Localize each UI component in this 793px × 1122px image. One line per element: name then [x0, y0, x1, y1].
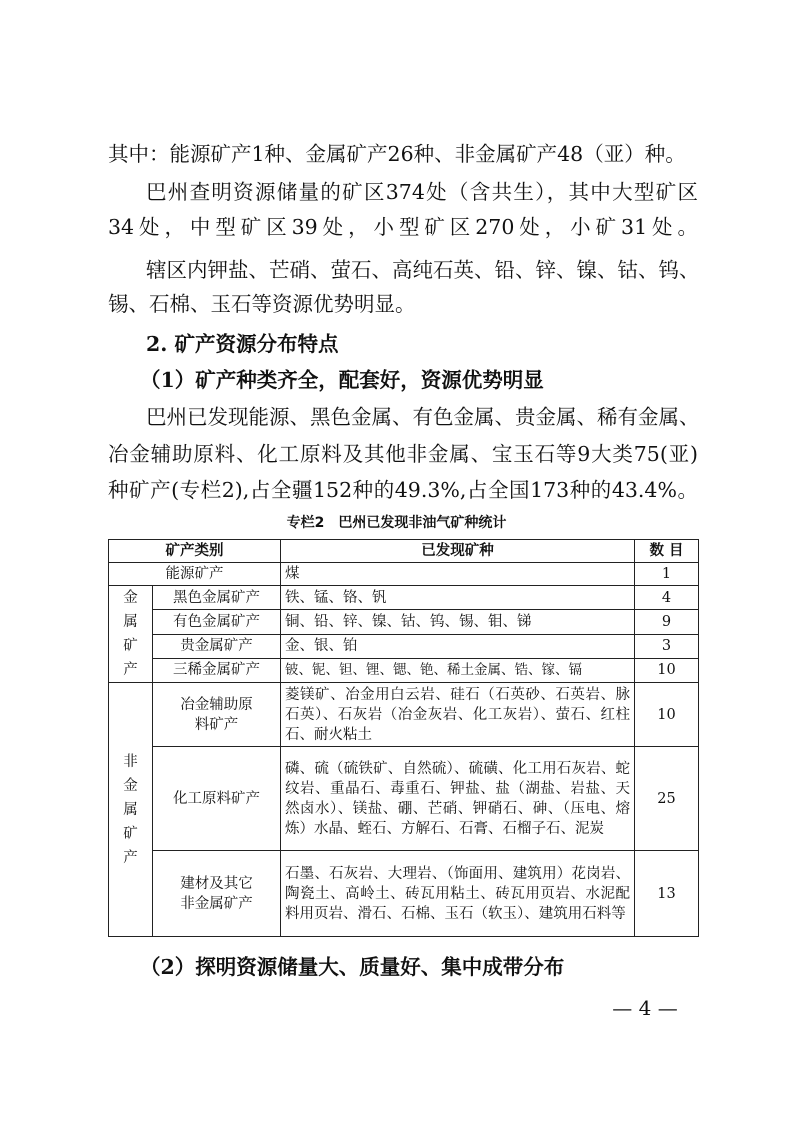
- subsection-heading: （2）探明资源储量大、质量好、集中成带分布: [140, 955, 565, 979]
- row-label: 建材及其它非金属矿产: [153, 851, 281, 937]
- table-row: [109, 634, 699, 658]
- section-heading: 2. 矿产资源分布特点: [146, 332, 339, 356]
- subsection-heading: （1）矿产种类齐全，配套好，资源优势明显: [140, 368, 544, 392]
- row-list: 菱镁矿、冶金用白云岩、硅石（石英砂、石英岩、脉石英）、石灰岩（冶金灰岩、化工灰岩）、萤石、红柱石、耐火粘土: [281, 683, 635, 747]
- row-list: 金、银、铂: [281, 634, 635, 658]
- table-row: [109, 658, 699, 682]
- row-count: 4: [635, 586, 699, 610]
- row-list: 铍、铌、钽、锂、锶、铯、稀土金属、锆、镓、镉: [281, 658, 635, 682]
- energy-count: 1: [635, 563, 699, 586]
- paragraph-line: 巴州查明资源储量的矿区374处（含共生），其中大型矿区: [146, 180, 698, 204]
- page-number: — 4 —: [612, 996, 678, 1020]
- table-row: [109, 683, 699, 747]
- row-count: 13: [635, 851, 699, 937]
- paragraph-line: 34处，中型矿区39处，小型矿区270处，小矿31处。: [108, 215, 698, 239]
- nonmetal-group-label: 非金属矿产: [109, 683, 153, 937]
- header-count: 数 目: [635, 540, 699, 563]
- row-count: 10: [635, 683, 699, 747]
- row-count: 10: [635, 658, 699, 682]
- paragraph-line: 巴州已发现能源、黑色金属、有色金属、贵金属、稀有金属、: [146, 405, 700, 429]
- row-label: 三稀金属矿产: [153, 658, 281, 682]
- table-header-row: [109, 540, 699, 563]
- energy-label: 能源矿产: [109, 563, 281, 586]
- table-row: [109, 747, 699, 851]
- row-list: 磷、硫（硫铁矿、自然硫）、硫磺、化工用石灰岩、蛇纹岩、重晶石、毒重石、钾盐、盐（湖盐、岩盐、天然卤水）、镁盐、硼、芒硝、钾硝石、砷、（压电、熔炼）水晶、蛭石、方解石、石膏、石榴子石、泥炭: [281, 747, 635, 851]
- table-caption: 专栏2 巴州已发现非油气矿种统计: [286, 515, 507, 531]
- table-row: [109, 851, 699, 937]
- mineral-table: [108, 539, 699, 937]
- row-label: 化工原料矿产: [153, 747, 281, 851]
- table-row: [109, 586, 699, 610]
- energy-list: 煤: [281, 563, 635, 586]
- paragraph-line: 种矿产(专栏2),占全疆152种的49.3%,占全国173种的43.4%。: [108, 478, 698, 502]
- table-row: [109, 563, 699, 586]
- table-row: [109, 610, 699, 634]
- row-list: 铁、锰、铬、钒: [281, 586, 635, 610]
- paragraph-line: 冶金辅助原料、化工原料及其他非金属、宝玉石等9大类75(亚): [108, 442, 698, 466]
- paragraph-line: 锡、石棉、玉石等资源优势明显。: [108, 292, 416, 316]
- row-label: 冶金辅助原料矿产: [153, 683, 281, 747]
- row-count: 25: [635, 747, 699, 851]
- row-label: 有色金属矿产: [153, 610, 281, 634]
- header-found: 已发现矿种: [281, 540, 635, 563]
- row-label: 贵金属矿产: [153, 634, 281, 658]
- row-count: 3: [635, 634, 699, 658]
- row-label: 黑色金属矿产: [153, 586, 281, 610]
- metal-group-label: 金属矿产: [109, 586, 153, 683]
- paragraph-line: 辖区内钾盐、芒硝、萤石、高纯石英、铅、锌、镍、钴、钨、: [146, 258, 700, 282]
- row-list: 石墨、石灰岩、大理岩、（饰面用、建筑用）花岗岩、陶瓷土、高岭土、砖瓦用粘土、砖瓦用页岩、水泥配料用页岩、滑石、石棉、玉石（软玉）、建筑用石料等: [281, 851, 635, 937]
- row-list: 铜、铅、锌、镍、钴、钨、锡、钼、锑: [281, 610, 635, 634]
- paragraph-line: 其中：能源矿产1种、金属矿产26种、非金属矿产48（亚）种。: [108, 142, 686, 166]
- header-category: 矿产类别: [109, 540, 281, 563]
- row-count: 9: [635, 610, 699, 634]
